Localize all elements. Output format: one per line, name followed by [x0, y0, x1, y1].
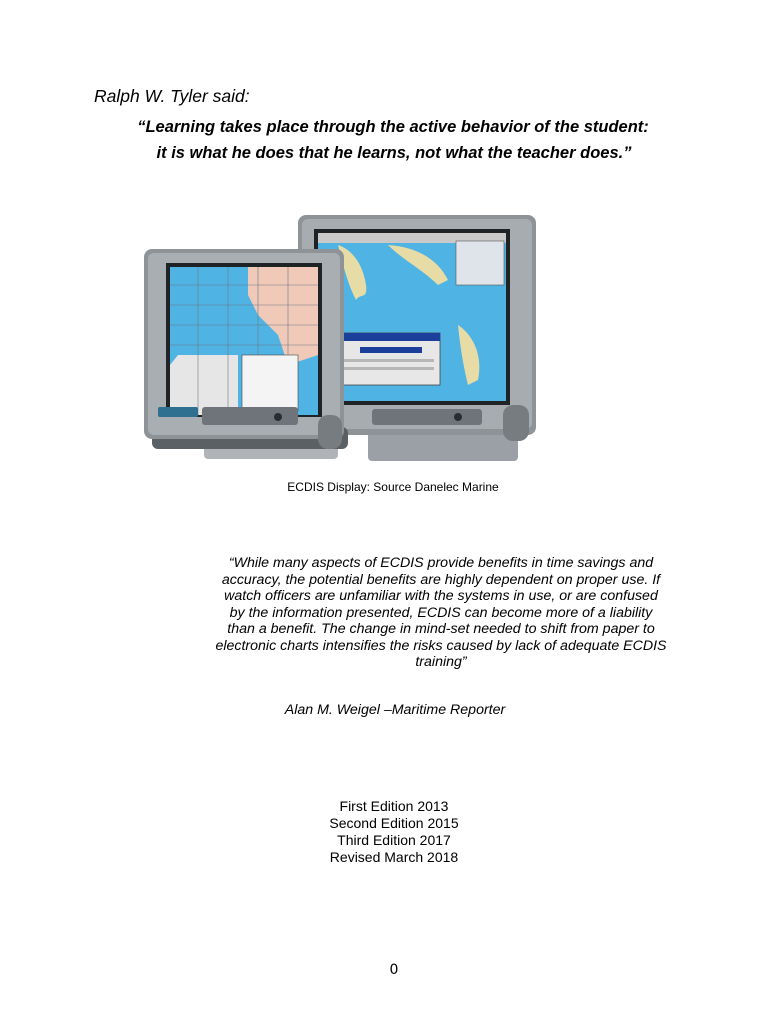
edition-history	[0, 798, 768, 866]
edition-line: Second Edition 2015	[329, 815, 459, 831]
weigel-quote-line: accuracy, the potential benefits are highly dependent on proper use. If	[221, 571, 661, 588]
edition-line: Third Edition 2017	[337, 832, 451, 848]
weigel-quote-line: “While many aspects of ECDIS provide benefits in time savings and	[228, 555, 654, 571]
quote-author: Alan M. Weigel –Maritime Reporter	[284, 702, 506, 718]
tyler-quote-line-1: “Learning takes place through the active behavior of the student:	[137, 118, 649, 136]
weigel-quote-line: watch officers are unfamiliar with the systems in use, or are confused	[224, 588, 658, 604]
weigel-quote	[188, 555, 694, 671]
figure-caption: ECDIS Display: Source Danelec Marine	[287, 480, 499, 494]
weigel-quote-line: electronic charts intensifies the risks caused by lack of adequate ECDIS	[215, 637, 667, 654]
weigel-quote-line: training”	[415, 654, 467, 670]
edition-line: First Edition 2013	[339, 798, 449, 814]
edition-line: Revised March 2018	[329, 849, 459, 865]
weigel-quote-line: than a benefit. The change in mind-set needed to shift from paper to	[227, 621, 655, 637]
weigel-quote-line: by the information presented, ECDIS can become more of a liability	[229, 604, 653, 621]
left-monitor	[144, 249, 348, 459]
tyler-quote-line-2: it is what he does that he learns, not what the teacher does.”	[156, 144, 632, 162]
ecdis-display-photo	[138, 205, 548, 473]
quote-attribution: Ralph W. Tyler said:	[94, 86, 250, 106]
page-number: 0	[389, 962, 399, 978]
